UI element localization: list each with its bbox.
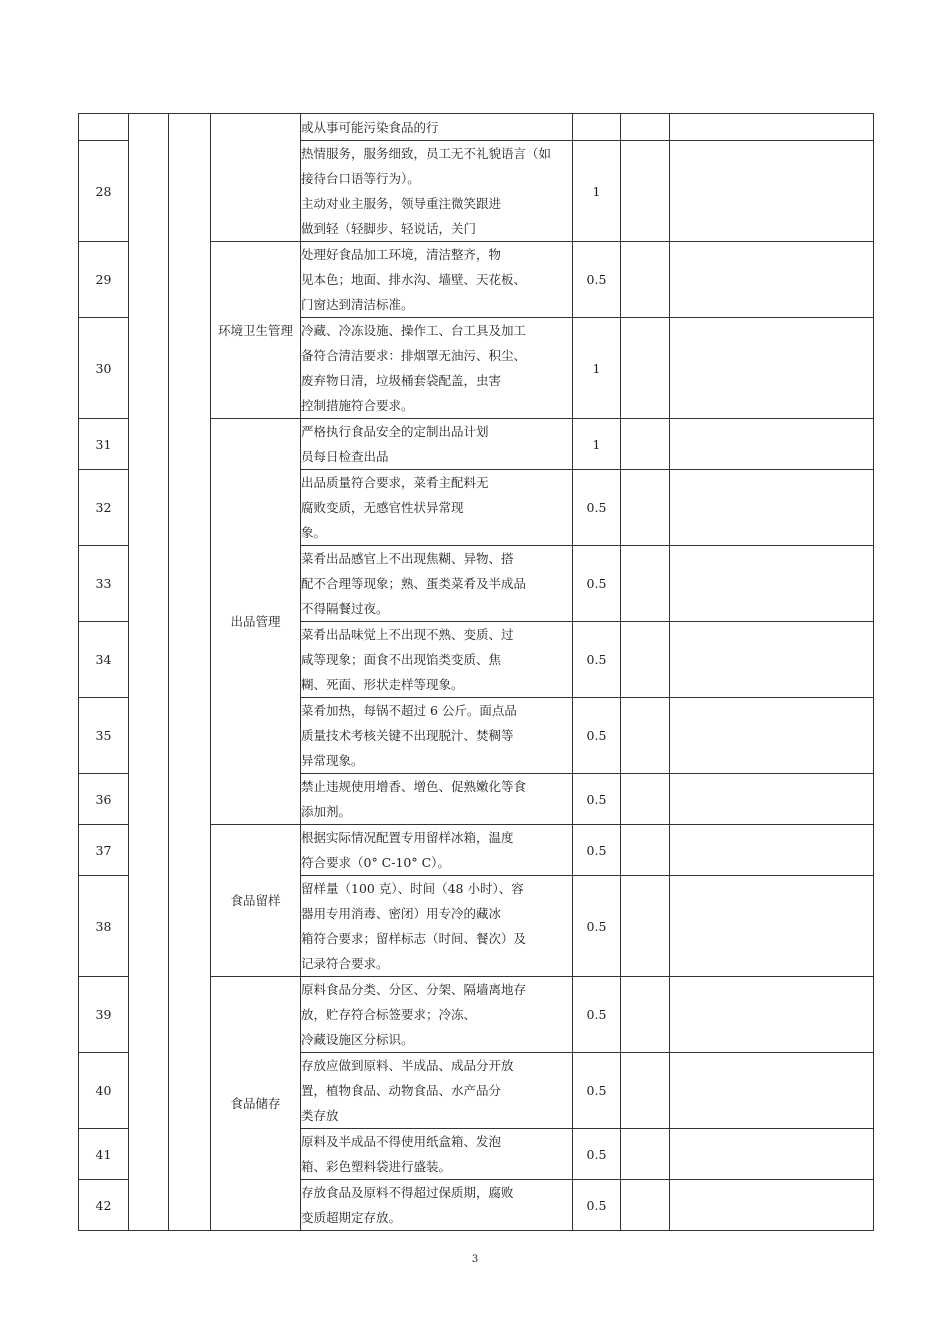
deduction-cell xyxy=(621,114,670,141)
remark-cell xyxy=(670,419,874,470)
score-cell: 0.5 xyxy=(573,774,621,825)
remark-cell xyxy=(670,242,874,318)
score-cell: 0.5 xyxy=(573,622,621,698)
score-cell: 0.5 xyxy=(573,825,621,876)
deduction-cell xyxy=(621,318,670,419)
item-content: 或从事可能污染食品的行 xyxy=(301,114,573,141)
score-cell: 0.5 xyxy=(573,977,621,1053)
score-cell: 0.5 xyxy=(573,1180,621,1231)
score-cell: 0.5 xyxy=(573,698,621,774)
remark-cell xyxy=(670,318,874,419)
table-row xyxy=(79,114,874,141)
item-content: 严格执行食品安全的定制出品计划 员每日检查出品 xyxy=(301,419,573,470)
remark-cell xyxy=(670,546,874,622)
category-storage: 食品储存 xyxy=(211,977,301,1231)
row-number: 36 xyxy=(79,774,129,825)
row-number: 42 xyxy=(79,1180,129,1231)
category-output: 出品管理 xyxy=(211,419,301,825)
score-cell: 1 xyxy=(573,318,621,419)
row-number: 30 xyxy=(79,318,129,419)
deduction-cell xyxy=(621,242,670,318)
deduction-cell xyxy=(621,825,670,876)
item-content: 处理好食品加工环境，清洁整齐，物 见本色；地面、排水沟、墙壁、天花板、 门窗达到清洁标准。 xyxy=(301,242,573,318)
category-environment: 环境卫生管理 xyxy=(211,242,301,419)
row-number: 40 xyxy=(79,1053,129,1129)
score-cell: 0.5 xyxy=(573,1053,621,1129)
row-number: 34 xyxy=(79,622,129,698)
deduction-cell xyxy=(621,1129,670,1180)
score-cell xyxy=(573,114,621,141)
score-cell: 0.5 xyxy=(573,876,621,977)
category-cell-empty xyxy=(211,114,301,242)
deduction-cell xyxy=(621,546,670,622)
deduction-cell xyxy=(621,1180,670,1231)
remark-cell xyxy=(670,622,874,698)
item-content: 存放应做到原料、半成品、成品分开放 置，植物食品、动物食品、水产品分 类存放 xyxy=(301,1053,573,1129)
item-content: 根据实际情况配置专用留样冰箱，温度 符合要求（0° C-10° C）。 xyxy=(301,825,573,876)
inspection-table xyxy=(78,113,874,1231)
item-content: 菜肴出品感官上不出现焦糊、异物、搭 配不合理等现象；熟、蛋类菜肴及半成品 不得隔餐过夜。 xyxy=(301,546,573,622)
page-number: 3 xyxy=(471,1254,479,1265)
score-cell: 1 xyxy=(573,419,621,470)
remark-cell xyxy=(670,1180,874,1231)
deduction-cell xyxy=(621,1053,670,1129)
row-number: 35 xyxy=(79,698,129,774)
row-number: 32 xyxy=(79,470,129,546)
item-content: 菜肴出品味觉上不出现不熟、变质、过 咸等现象；面食不出现馅类变质、焦 糊、死面、形状走样等现象。 xyxy=(301,622,573,698)
remark-cell xyxy=(670,698,874,774)
item-content: 出品质量符合要求，菜肴主配料无 腐败变质，无感官性状异常现 象。 xyxy=(301,470,573,546)
score-cell: 0.5 xyxy=(573,242,621,318)
remark-cell xyxy=(670,774,874,825)
deduction-cell xyxy=(621,470,670,546)
remark-cell xyxy=(670,876,874,977)
blank-column-a xyxy=(129,114,169,1231)
row-number: 33 xyxy=(79,546,129,622)
category-sample: 食品留样 xyxy=(211,825,301,977)
deduction-cell xyxy=(621,622,670,698)
score-cell: 0.5 xyxy=(573,470,621,546)
item-content: 禁止违规使用增香、增色、促熟嫩化等食 添加剂。 xyxy=(301,774,573,825)
deduction-cell xyxy=(621,141,670,242)
deduction-cell xyxy=(621,876,670,977)
deduction-cell xyxy=(621,774,670,825)
row-number: 31 xyxy=(79,419,129,470)
item-content: 热情服务，服务细致，员工无不礼貌语言（如 接待台口语等行为）。 主动对业主服务，领导重注微笑跟进 做到轻（轻脚步、轻说话，关门 xyxy=(301,141,573,242)
remark-cell xyxy=(670,977,874,1053)
row-number: 29 xyxy=(79,242,129,318)
remark-cell xyxy=(670,470,874,546)
score-cell: 0.5 xyxy=(573,1129,621,1180)
row-number: 38 xyxy=(79,876,129,977)
remark-cell xyxy=(670,1129,874,1180)
item-content: 原料食品分类、分区、分架、隔墙离地存 放，贮存符合标签要求；冷冻、 冷藏设施区分标识。 xyxy=(301,977,573,1053)
row-number xyxy=(79,114,129,141)
item-content: 存放食品及原料不得超过保质期，腐败 变质超期定存放。 xyxy=(301,1180,573,1231)
item-content: 菜肴加热，每锅不超过 6 公斤。面点品 质量技术考核关键不出现脱汁、焚稠等 异常现象。 xyxy=(301,698,573,774)
remark-cell xyxy=(670,1053,874,1129)
item-content: 冷藏、冷冻设施、操作工、台工具及加工 备符合清洁要求：排烟罩无油污、积尘、 废弃物日清，垃圾桶套袋配盖，虫害 控制措施符合要求。 xyxy=(301,318,573,419)
row-number: 37 xyxy=(79,825,129,876)
row-number: 28 xyxy=(79,141,129,242)
remark-cell xyxy=(670,114,874,141)
item-content: 原料及半成品不得使用纸盒箱、发泡 箱、彩色塑料袋进行盛装。 xyxy=(301,1129,573,1180)
row-number: 39 xyxy=(79,977,129,1053)
row-number: 41 xyxy=(79,1129,129,1180)
deduction-cell xyxy=(621,977,670,1053)
remark-cell xyxy=(670,141,874,242)
score-cell: 0.5 xyxy=(573,546,621,622)
deduction-cell xyxy=(621,698,670,774)
remark-cell xyxy=(670,825,874,876)
item-content: 留样量（100 克）、时间（48 小时）、容 器用专用消毒、密闭）用专冷的藏冰 箱符合要求；留样标志（时间、餐次）及 记录符合要求。 xyxy=(301,876,573,977)
score-cell: 1 xyxy=(573,141,621,242)
deduction-cell xyxy=(621,419,670,470)
blank-column-b xyxy=(169,114,211,1231)
